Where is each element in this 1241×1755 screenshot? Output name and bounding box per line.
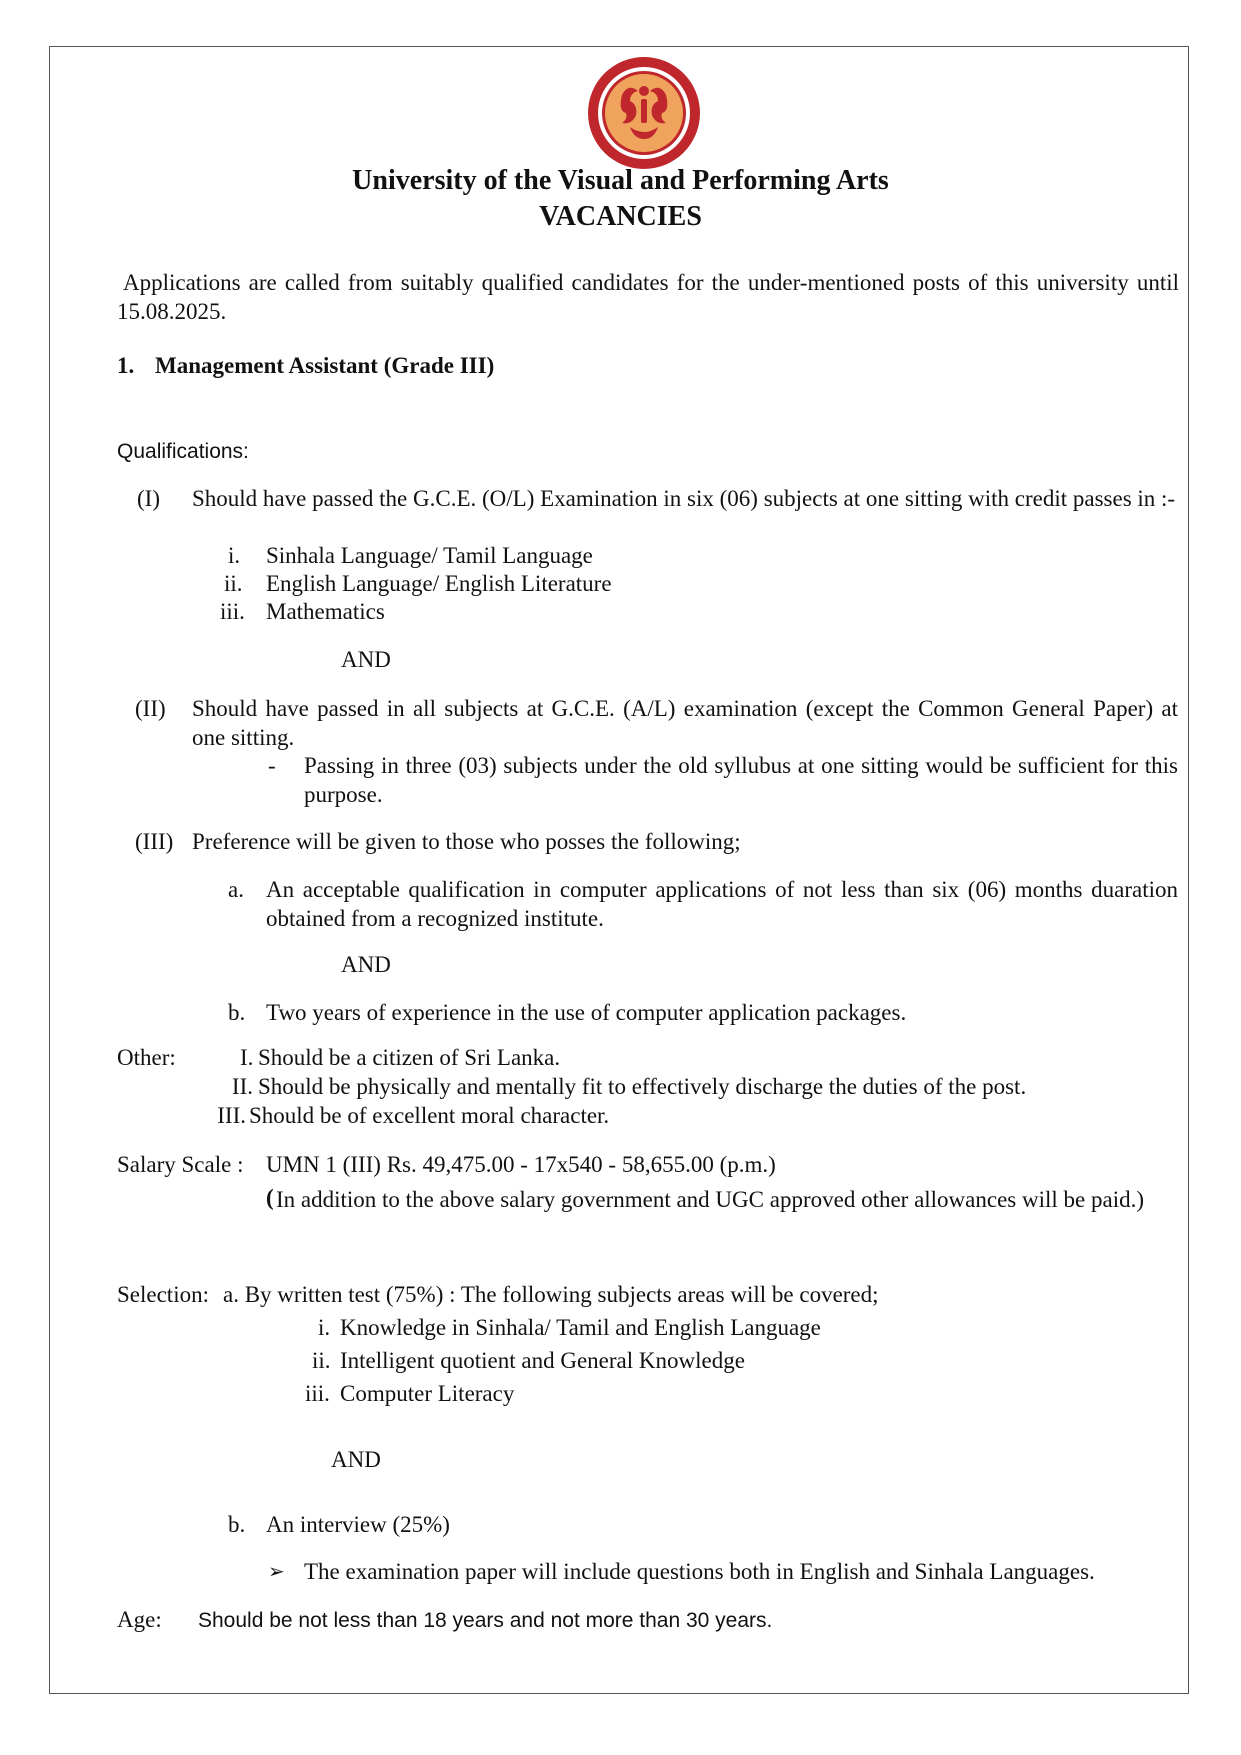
q1-marker: (I): [137, 486, 160, 511]
q1-item-marker: ii.: [224, 571, 243, 596]
subject-text: Intelligent quotient and General Knowledge: [340, 1348, 745, 1373]
exam-language-note: The examination paper will include questions both in English and Sinhala Languages.: [304, 1559, 1095, 1584]
salary-label: Salary Scale :: [117, 1152, 244, 1177]
selection-label: Selection:: [117, 1282, 209, 1307]
q3-text: Preference will be given to those who posses the following;: [192, 829, 741, 854]
university-seal-logo: [586, 55, 702, 171]
subject-marker: ii.: [312, 1348, 331, 1373]
salary-scale: UMN 1 (III) Rs. 49,475.00 - 17x540 - 58,655.00 (p.m.): [266, 1152, 776, 1177]
q1-text: Should have passed the G.C.E. (O/L) Examination in six (06) subjects at one sitting with credit passes in :-: [192, 486, 1176, 511]
university-name: University of the Visual and Performing Arts: [352, 165, 889, 196]
selection-interview: An interview (25%): [266, 1512, 450, 1537]
q3-marker: (III): [135, 829, 174, 854]
selection-b-marker: b.: [228, 1512, 246, 1537]
q3-a-marker: a.: [228, 877, 244, 902]
q2-dash: -: [268, 753, 276, 778]
other-item-marker: III.: [217, 1103, 246, 1128]
other-item-text: Should be physically and mentally fit to effectively discharge the duties of the post.: [258, 1074, 1027, 1099]
age-label: Age:: [117, 1607, 162, 1632]
page-title: VACANCIES: [539, 201, 702, 232]
and-connector: AND: [341, 647, 391, 672]
salary-paren: (: [266, 1185, 274, 1210]
other-item-marker: I.: [240, 1045, 254, 1070]
age-requirement: Should be not less than 18 years and not more than 30 years.: [198, 1609, 773, 1632]
q3-b-text: Two years of experience in the use of computer application packages.: [266, 1000, 907, 1025]
post-title: Management Assistant (Grade III): [155, 353, 495, 378]
q3-b-marker: b.: [228, 1000, 246, 1025]
subject-marker: iii.: [305, 1381, 330, 1406]
subject-text: Computer Literacy: [340, 1381, 515, 1406]
and-connector: AND: [331, 1447, 381, 1472]
q1-item-text: English Language/ English Literature: [266, 571, 612, 596]
selection-written-test: a. By written test (75%) : The following subjects areas will be covered;: [223, 1282, 879, 1307]
other-item-marker: II.: [231, 1074, 253, 1099]
q1-item-text: Sinhala Language/ Tamil Language: [266, 543, 593, 568]
q3-a-text: An acceptable qualification in computer applications of not less than six (06) months duaration obtained from a recognized institute.: [266, 877, 1178, 931]
subject-text: Knowledge in Sinhala/ Tamil and English Language: [340, 1315, 821, 1340]
qualifications-label: Qualifications:: [117, 440, 249, 463]
other-item-text: Should be a citizen of Sri Lanka.: [258, 1045, 561, 1070]
other-label: Other:: [117, 1045, 176, 1070]
q1-item-marker: iii.: [220, 599, 245, 624]
q1-item-text: Mathematics: [266, 599, 385, 624]
q2-marker: (II): [135, 696, 166, 721]
subject-marker: i.: [318, 1315, 331, 1340]
and-connector: AND: [341, 952, 391, 977]
q2-text: Should have passed in all subjects at G.C.E. (A/L) examination (except the Common General Paper) at one sitting.: [192, 696, 1178, 750]
other-item-text: Should be of excellent moral character.: [249, 1103, 610, 1128]
q1-item-marker: i.: [228, 543, 241, 568]
intro-paragraph: Applications are called from suitably qualified candidates for the under-mentioned posts of this university until 15.08.2025.: [117, 270, 1179, 324]
arrow-bullet-icon: ➢: [268, 1561, 285, 1583]
post-number: 1.: [117, 353, 135, 378]
salary-note: In addition to the above salary government and UGC approved other allowances will be paid.): [276, 1187, 1144, 1212]
q2-note: Passing in three (03) subjects under the old syllubus at one sitting would be sufficient for this purpose.: [304, 753, 1178, 807]
